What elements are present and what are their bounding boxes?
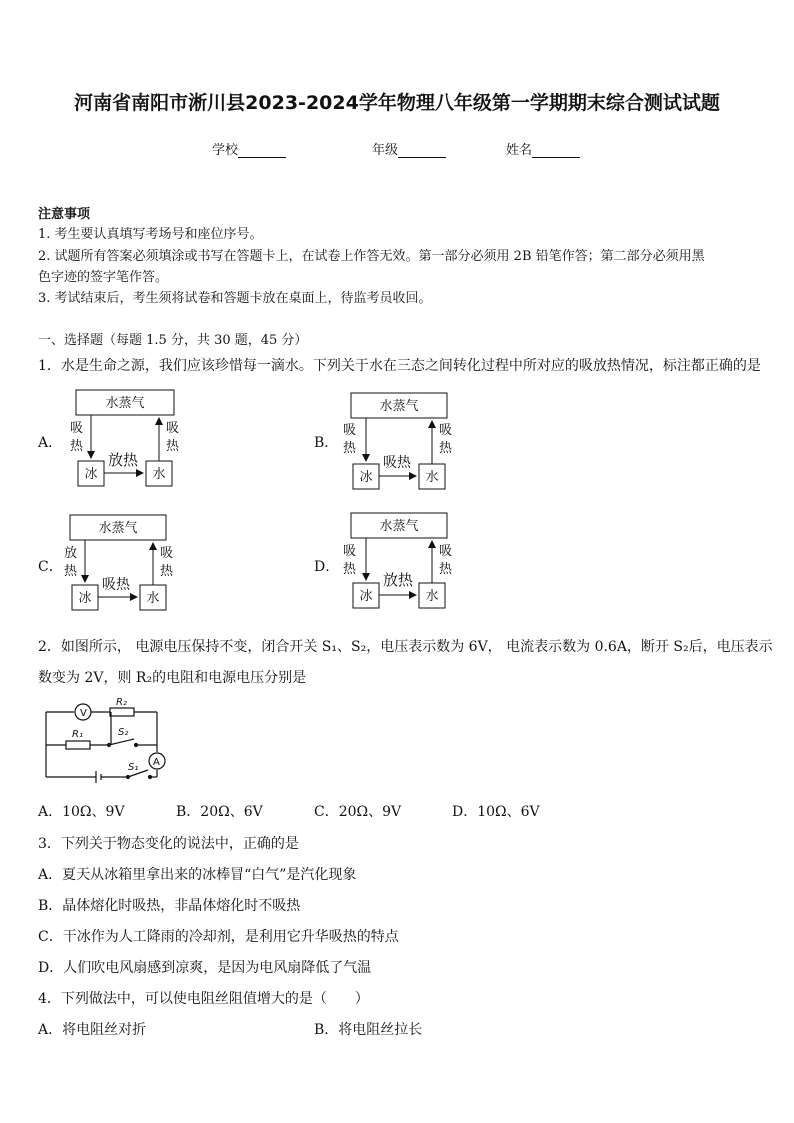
- diagram-d: [343, 513, 453, 608]
- vapor-box-label: 水蒸气: [379, 399, 419, 414]
- right-label: 热: [160, 564, 174, 579]
- option-c-letter[interactable]: C．: [38, 559, 63, 575]
- ice-box-label: 冰: [78, 591, 92, 606]
- right-label: 吸: [160, 546, 174, 561]
- r2-label: R₂: [116, 697, 127, 708]
- option-c[interactable]: C．干冰作为人工降雨的冷却剂，是利用它升华吸热的特点: [38, 929, 399, 945]
- grade-label: 年级: [372, 143, 399, 158]
- vapor-box-label: 水蒸气: [105, 396, 145, 411]
- option-d[interactable]: D．10Ω、6V: [452, 804, 540, 820]
- notes-item: 3. 考试结束后，考生须将试卷和答题卡放在桌面上，待监考员收回。: [38, 291, 432, 306]
- ice-box-label: 冰: [359, 589, 373, 604]
- option-a-letter[interactable]: A．: [38, 435, 63, 451]
- option-b[interactable]: B．将电阻丝拉长: [314, 1022, 423, 1038]
- left-label: 吸: [70, 421, 84, 436]
- q2-circuit: [46, 704, 165, 783]
- notes-item: 2. 试题所有答案必须填涂或书写在答题卡上，在试卷上作答无效。第一部分必须用 2B 铅笔作答；第二部分必须用黑: [38, 249, 705, 264]
- water-box-label: 水: [146, 591, 160, 606]
- option-c[interactable]: C．20Ω、9V: [314, 804, 402, 820]
- exam-title: 河南省南阳市淅川县2023-2024学年物理八年级第一学期期末综合测试试题: [74, 92, 720, 114]
- water-box-label: 水: [152, 467, 166, 482]
- left-label: 热: [64, 564, 78, 579]
- middle-label: 吸热: [102, 577, 130, 593]
- right-label: 热: [166, 439, 180, 454]
- right-label: 热: [439, 441, 453, 456]
- left-label: 放: [64, 546, 78, 561]
- middle-label: 放热: [383, 571, 414, 589]
- diagram-b: [343, 393, 453, 489]
- option-a[interactable]: A．夏天从冰箱里拿出来的冰棒冒“白气”是汽化现象: [38, 867, 357, 883]
- water-box-label: 水: [425, 470, 439, 485]
- school-label: 学校: [212, 143, 239, 158]
- vapor-box-label: 水蒸气: [98, 521, 138, 536]
- option-b-letter[interactable]: B．: [314, 435, 339, 451]
- notes-item: 1. 考生要认真填写考场号和座位序号。: [38, 227, 263, 242]
- middle-label: 吸热: [383, 455, 411, 471]
- diagram-a: [70, 390, 180, 486]
- s1-label: S₁: [128, 762, 139, 773]
- water-box-label: 水: [425, 589, 439, 604]
- option-b[interactable]: B．晶体熔化时吸热，非晶体熔化时不吸热: [38, 898, 301, 914]
- s2-label: S₂: [118, 727, 129, 738]
- middle-label: 放热: [108, 451, 139, 469]
- left-label: 吸: [343, 423, 357, 438]
- right-label: 吸: [439, 423, 453, 438]
- left-label: 热: [343, 441, 357, 456]
- option-d[interactable]: D．人们吹电风扇感到凉爽，是因为电风扇降低了气温: [38, 960, 372, 976]
- vapor-box-label: 水蒸气: [379, 519, 419, 534]
- option-a[interactable]: A．将电阻丝对折: [38, 1022, 147, 1038]
- question-2-line: 2．如图所示， 电源电压保持不变，闭合开关 S₁、S₂，电压表示数为 6V， 电流表示数为 0.6A，断开 S₂后，电压表示: [38, 639, 773, 655]
- ammeter-label: A: [153, 757, 160, 768]
- diagram-c: [64, 515, 174, 610]
- option-b[interactable]: B．20Ω、6V: [176, 804, 263, 820]
- option-a[interactable]: A．10Ω、9V: [38, 804, 125, 820]
- left-label: 热: [70, 439, 84, 454]
- right-label: 吸: [439, 544, 453, 559]
- section-heading: 一、选择题（每题 1.5 分，共 30 题，45 分）: [38, 333, 308, 348]
- question-3-stem: 3．下列关于物态变化的说法中，正确的是: [38, 836, 299, 852]
- name-label: 姓名: [506, 143, 533, 158]
- ice-box-label: 冰: [84, 467, 98, 482]
- notes-item: 色字迹的签字笔作答。: [38, 270, 169, 285]
- r1-label: R₁: [72, 729, 83, 740]
- notes-heading: 注意事项: [38, 207, 91, 222]
- question-1-stem: 1．水是生命之源，我们应该珍惜每一滴水。下列关于水在三态之间转化过程中所对应的吸放热情况，标注都正确的是: [38, 358, 761, 374]
- question-4-stem: 4．下列做法中，可以使电阻丝阻值增大的是（ ）: [38, 991, 369, 1007]
- option-d-letter[interactable]: D．: [314, 559, 340, 575]
- voltmeter-label: V: [80, 708, 87, 719]
- right-label: 热: [439, 562, 453, 577]
- question-2-line: 数变为 2V，则 R₂的电阻和电源电压分别是: [38, 670, 307, 686]
- right-label: 吸: [166, 421, 180, 436]
- left-label: 热: [343, 562, 357, 577]
- left-label: 吸: [343, 544, 357, 559]
- ice-box-label: 冰: [359, 470, 373, 485]
